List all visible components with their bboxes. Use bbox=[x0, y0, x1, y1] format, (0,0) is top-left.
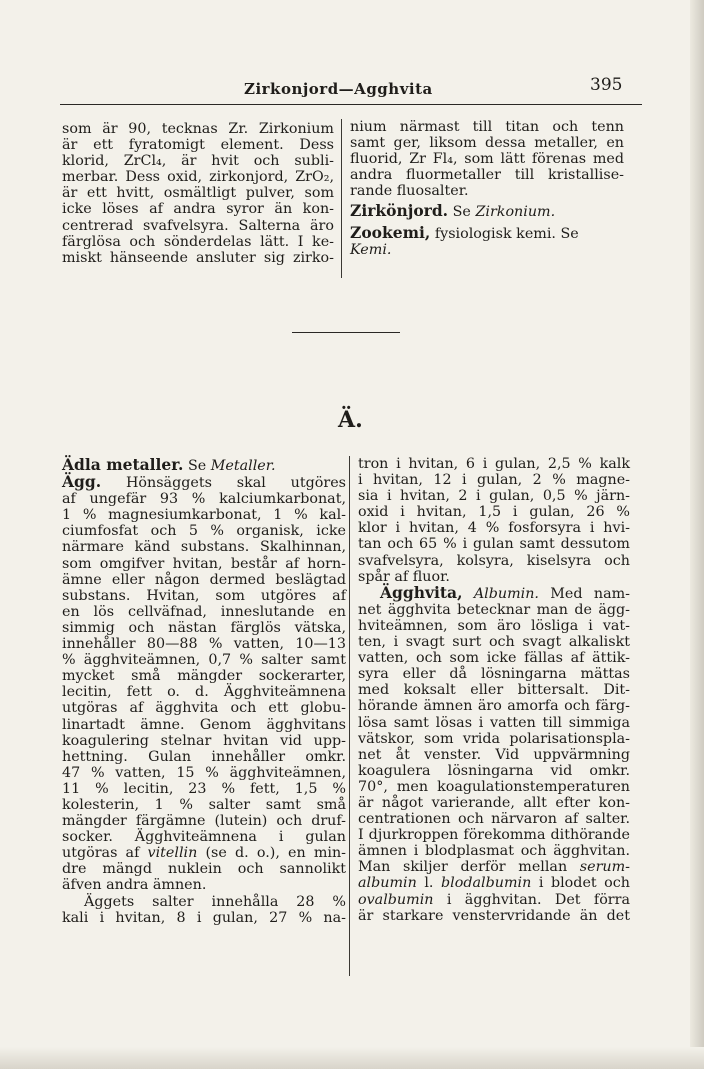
text-line: närmare känd substans. Skalhinnan, bbox=[62, 539, 346, 556]
text-line: som omgifver hvitan, består af horn- bbox=[62, 555, 346, 572]
text-line: äfven andra ämnen. bbox=[62, 877, 207, 894]
text-line: 70°, men koagulationstemperaturen bbox=[358, 778, 630, 795]
text-line: net åt venster. Vid uppvärmning bbox=[358, 746, 630, 763]
text-line: nium närmast till titan och tenn bbox=[350, 119, 624, 135]
text-line: tron i hvitan, 6 i gulan, 2,5 % kalk bbox=[358, 456, 630, 472]
text-line-ovalbumin bbox=[358, 892, 630, 908]
entry-zirkonjord bbox=[350, 203, 624, 220]
text-line: linartadt ämne. Genom ägghvitans bbox=[62, 716, 346, 733]
text-line: är något varierande, allt efter kon- bbox=[358, 794, 630, 811]
text-line: innehåller 80—88 % vatten, 10—13 bbox=[62, 636, 346, 653]
text-line-serum bbox=[358, 859, 630, 875]
entry-agghvita bbox=[358, 582, 631, 602]
text-line: socker. Ägghviteämnena i gulan bbox=[62, 829, 346, 846]
text-line: ämne eller någon dermed beslägtad bbox=[62, 571, 346, 588]
text-line: vatten, och som icke fällas af ättik- bbox=[358, 650, 630, 667]
see-word: Se bbox=[452, 204, 471, 221]
text-fragment: l. bbox=[424, 875, 434, 892]
text-line: lösa samt lösas i vatten till simmiga bbox=[358, 714, 630, 731]
text-line: centrationen och närvaron af salter. bbox=[358, 811, 630, 828]
running-head: Zirkonjord—Agghvita bbox=[244, 80, 433, 98]
headword: Zirkönjord. bbox=[350, 201, 449, 221]
text-fragment: (se d. o.), en min- bbox=[205, 845, 346, 862]
text-fragment: utgöras af bbox=[62, 845, 140, 862]
text-line: icke löses af andra syror än kon- bbox=[62, 201, 334, 218]
text-line: klor i hvitan, 4 % fosforsyra i hvi- bbox=[358, 520, 630, 537]
text-line: hettning. Gulan innehåller omkr. bbox=[62, 748, 346, 765]
text-line: i hvitan, 12 i gulan, 2 % magne- bbox=[358, 472, 630, 489]
entry-zookemi bbox=[350, 222, 624, 242]
text-line: miskt hänseende ansluter sig zirko- bbox=[62, 249, 334, 266]
text-line: lecitin, fett o. d. Ägghviteämnena bbox=[62, 684, 346, 701]
text-line: färglösa och sönderdelas lätt. I ke- bbox=[62, 233, 334, 250]
entry-adla-metaller bbox=[62, 457, 346, 474]
text-line: ten, i svagt surt och svagt alkaliskt bbox=[358, 634, 630, 651]
definition: fysiologisk kemi. Se bbox=[434, 225, 579, 242]
text-line: 1 % magnesiumkarbonat, 1 % kal- bbox=[62, 507, 346, 524]
text-line: net ägghvita betecknar man de ägg- bbox=[358, 601, 630, 618]
text-line: hviteämnen, som äro lösliga i vat- bbox=[358, 617, 630, 634]
text-line: Äggets salter innehålla 28 % bbox=[84, 893, 346, 910]
headword: Ägg. bbox=[62, 472, 102, 492]
cross-reference: Kemi. bbox=[350, 241, 392, 258]
top-right-column bbox=[350, 119, 624, 258]
text-line: med koksalt eller bittersalt. Dit- bbox=[358, 682, 630, 699]
text-line: Hönsäggets skal utgöres bbox=[125, 475, 347, 492]
cross-reference: Metaller. bbox=[210, 458, 276, 474]
text-line: spår af fluor. bbox=[358, 568, 450, 585]
text-line: oxid i hvitan, 1,5 i gulan, 26 % bbox=[358, 504, 630, 521]
section-divider bbox=[292, 332, 400, 333]
text-line: är ett fyratomigt element. Dess bbox=[62, 137, 334, 154]
scan-edge-bottom bbox=[0, 1047, 704, 1069]
text-line: samt ger, liksom dessa metaller, en bbox=[350, 135, 624, 152]
term: blodalbumin bbox=[441, 875, 532, 892]
text-line: ämnen i blodplasmat och ägghvitan. bbox=[358, 843, 630, 860]
term: vitellin bbox=[147, 845, 198, 862]
text-line: rande fluosalter. bbox=[350, 183, 469, 200]
text-line: ciumfosfat och 5 % organisk, icke bbox=[62, 523, 346, 540]
text-line: dre mängd nuklein och sannolikt bbox=[62, 861, 346, 878]
text-line: svafvelsyra, kolsyra, kiselsyra och bbox=[358, 552, 630, 569]
text-line: tan och 65 % i gulan samt dessutom bbox=[358, 536, 630, 553]
headword: Ädla metaller. bbox=[62, 455, 184, 474]
text-line: en lös cellväfnad, inneslutande en bbox=[62, 603, 346, 620]
text-line: kolesterin, 1 % salter samt små bbox=[62, 796, 346, 813]
text-line: sia i hvitan, 2 i gulan, 0,5 % järn- bbox=[358, 488, 630, 505]
header-rule bbox=[60, 104, 642, 105]
bottom-left-column bbox=[62, 457, 346, 926]
text-line: koagulering stelnar hvitan vid upp- bbox=[62, 732, 346, 749]
text-line: af ungefär 93 % kalciumkarbonat, bbox=[62, 491, 346, 508]
section-letter: Ä. bbox=[338, 407, 363, 433]
text-line-vitellin bbox=[62, 845, 346, 861]
column-divider-bottom bbox=[349, 456, 350, 976]
text-line: fluorid, Zr Fl₄, som lätt förenas med bbox=[350, 151, 624, 168]
text-line: I djurkroppen förekomma dithörande bbox=[358, 827, 630, 844]
see-word: Se bbox=[187, 458, 207, 474]
text-line: % ägghviteämnen, 0,7 % salter samt bbox=[62, 652, 346, 669]
text-line: mängder färgämne (lutein) och druf- bbox=[62, 813, 346, 830]
entry-agg bbox=[62, 474, 346, 491]
text-line: utgöras af ägghvita och ett globu- bbox=[62, 700, 346, 717]
text-line: syra eller då lösningarna mättas bbox=[358, 666, 630, 683]
text-line: mycket små mängder sockerarter, bbox=[62, 668, 346, 685]
top-left-column bbox=[62, 121, 334, 266]
text-line: merbar. Dess oxid, zirkonjord, ZrO₂, bbox=[62, 169, 334, 186]
bottom-right-column bbox=[358, 456, 630, 924]
alias: Albumin. bbox=[473, 585, 539, 602]
text-line: är starkare venstervridande än det bbox=[358, 907, 630, 924]
text-line: klorid, ZrCl₄, är hvit och subli- bbox=[62, 153, 334, 170]
text-line-albumin bbox=[358, 875, 630, 891]
column-divider-top bbox=[341, 119, 342, 278]
text-line: andra fluormetaller till kristallise- bbox=[350, 167, 624, 184]
text-line: hörande ämnen äro amorfa och färg- bbox=[358, 698, 630, 715]
text-line: koagulera lösningarna vid omkr. bbox=[358, 762, 630, 779]
text-fragment: Man skiljer derför mellan bbox=[358, 859, 568, 876]
text-line: kali i hvitan, 8 i gulan, 27 % na- bbox=[62, 909, 346, 926]
scan-edge-right bbox=[690, 0, 704, 1069]
text-fragment: Med nam- bbox=[550, 585, 631, 602]
text-line: 47 % vatten, 15 % ägghviteämnen, bbox=[62, 764, 346, 781]
text-fragment: i ägghvitan. Det förra bbox=[446, 891, 630, 908]
page-number: 395 bbox=[590, 75, 623, 95]
term: ovalbumin bbox=[358, 891, 434, 908]
term: serum- bbox=[579, 859, 631, 876]
text-fragment: i blodet och bbox=[538, 875, 631, 892]
text-line: simmig och nästan färglös vätska, bbox=[62, 619, 346, 636]
text-line: som är 90, tecknas Zr. Zirkonium bbox=[62, 121, 334, 137]
cross-reference: Zirkonium. bbox=[475, 204, 556, 221]
term: albumin bbox=[358, 875, 417, 892]
text-line: 11 % lecitin, 23 % fett, 1,5 % bbox=[62, 780, 346, 797]
text-line: är ett hvitt, osmältligt pulver, som bbox=[62, 185, 334, 202]
headword: Ägghvita, bbox=[380, 582, 463, 602]
text-line: centrerad svafvelsyra. Salterna äro bbox=[62, 217, 334, 234]
text-line: substans. Hvitan, som utgöres af bbox=[62, 587, 346, 604]
headword: Zookemi, bbox=[350, 222, 431, 242]
text-line: vätskor, som vrida polarisationspla- bbox=[358, 730, 630, 747]
